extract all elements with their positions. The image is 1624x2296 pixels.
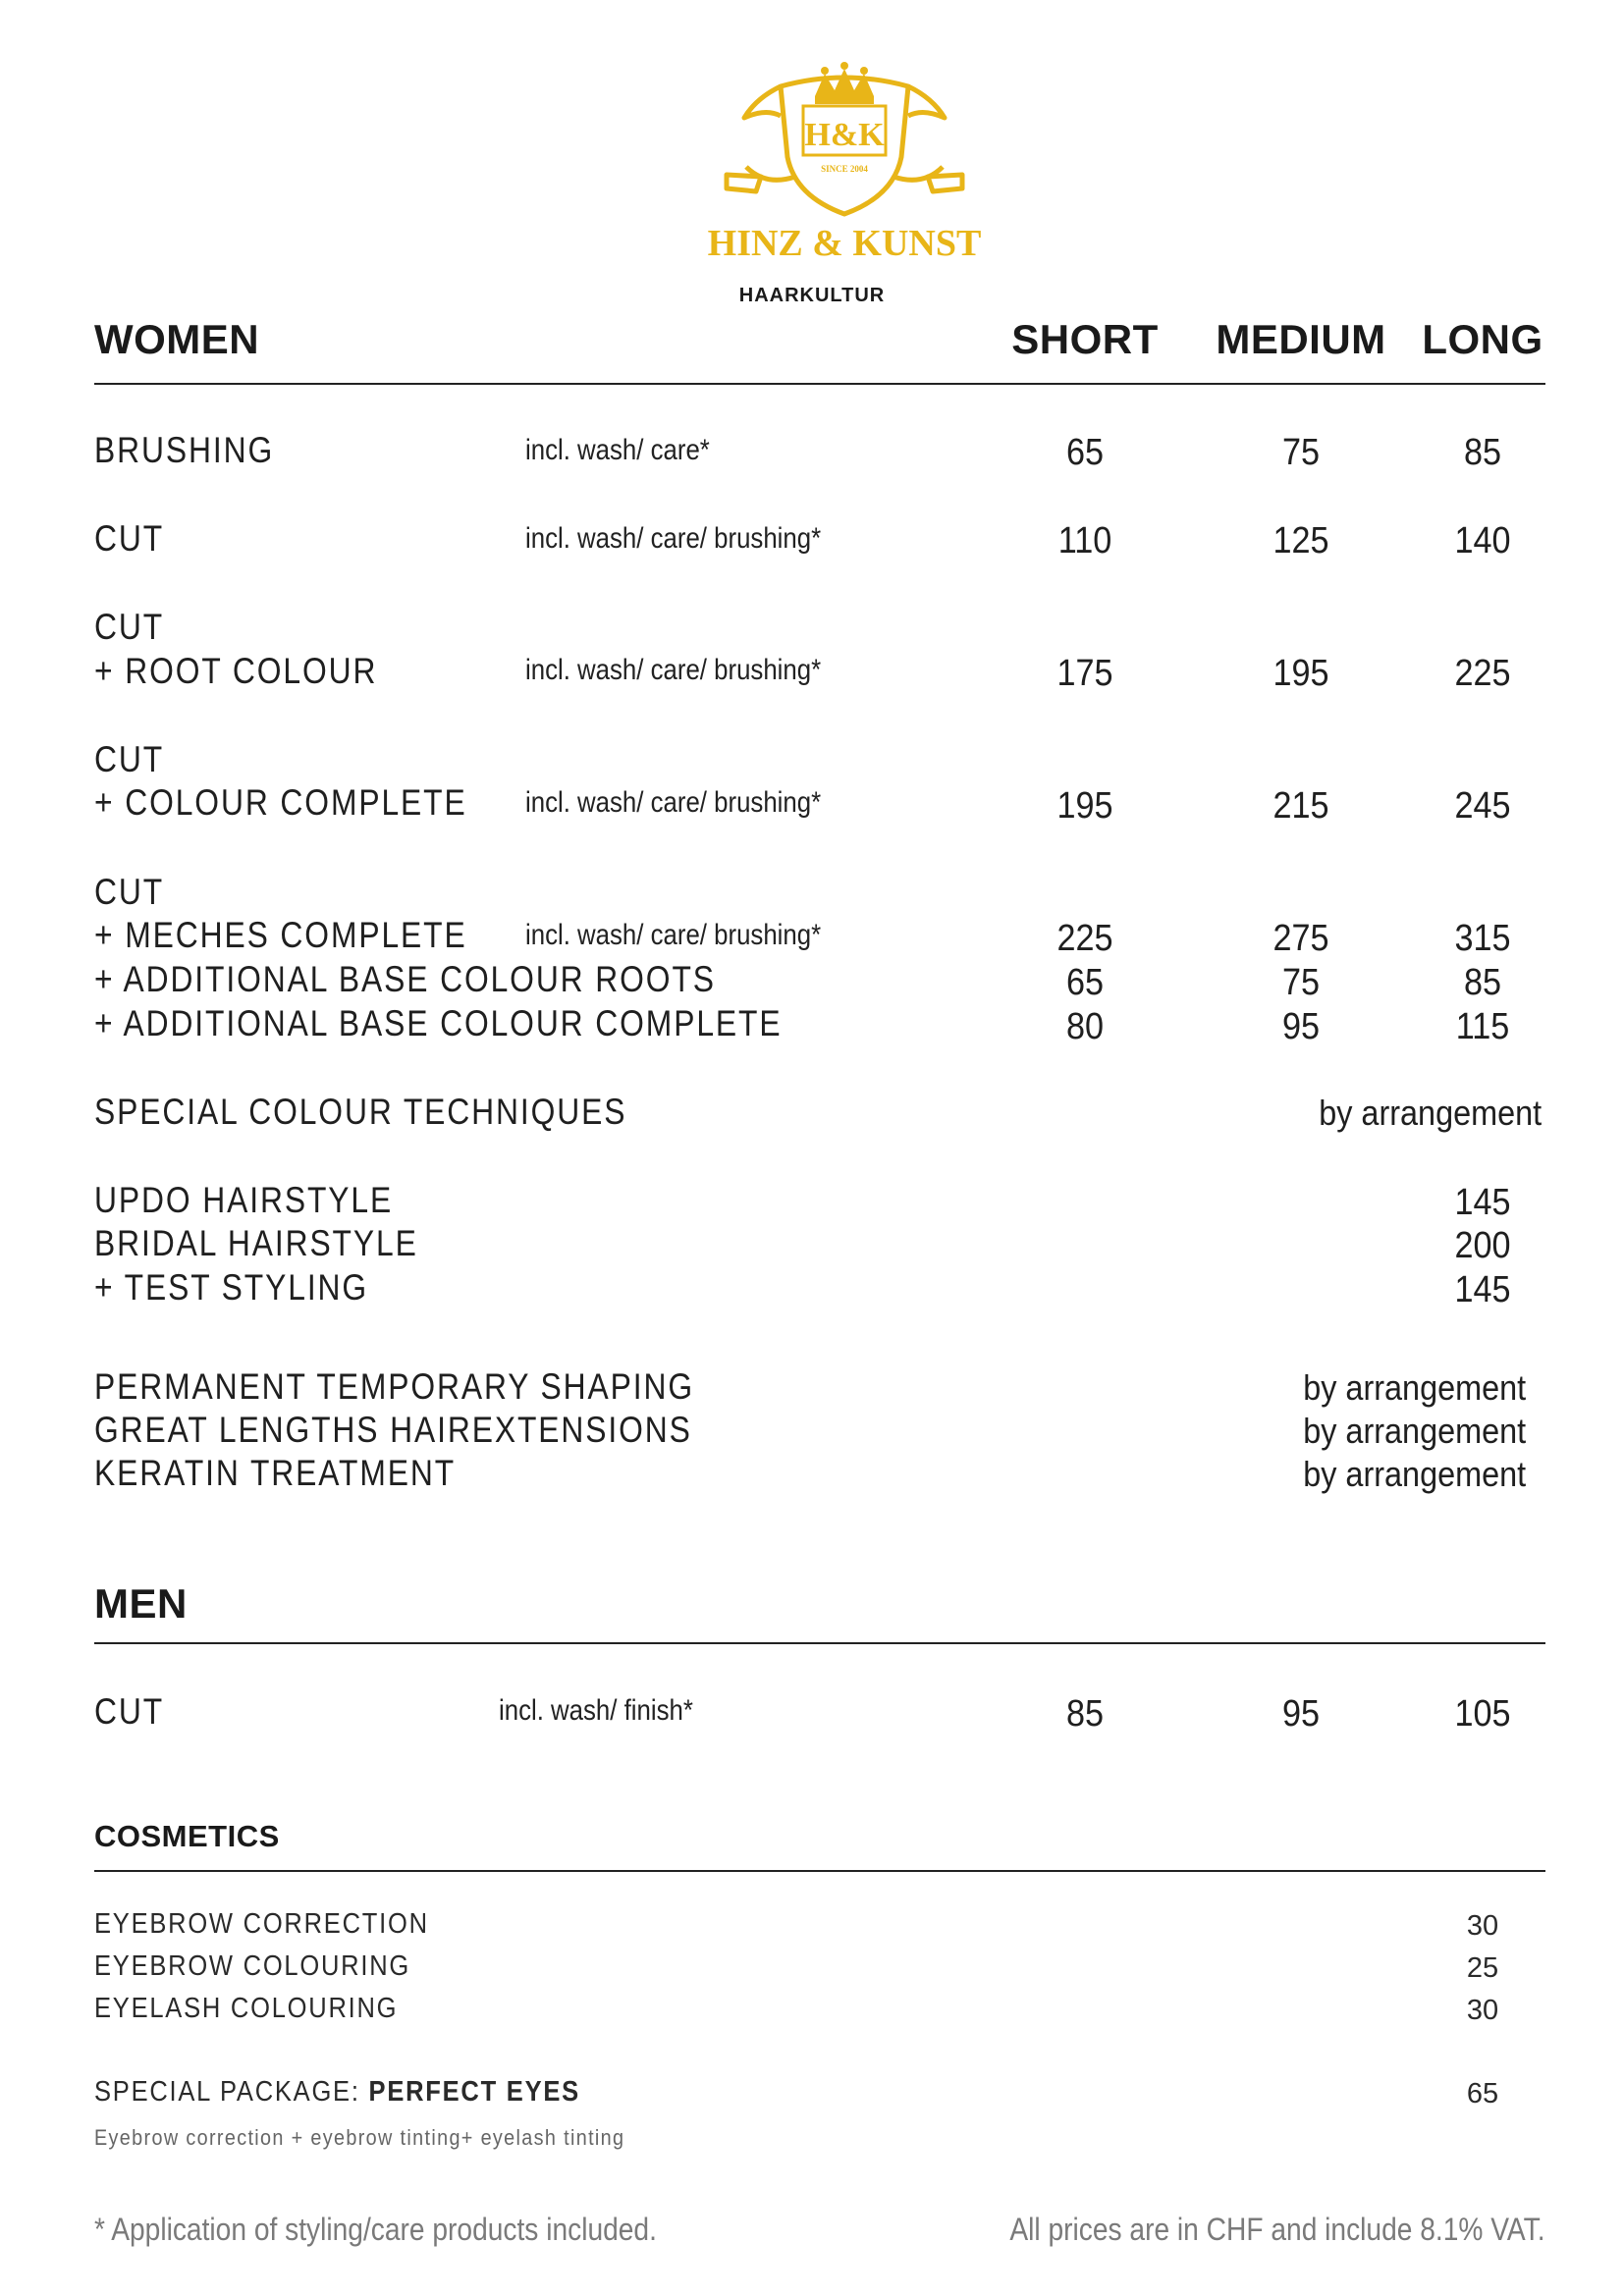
styling-label: + TEST STYLING [94, 1267, 369, 1308]
special-colour-value: by arrangement [1319, 1093, 1542, 1133]
cosmetic-item-price: 30 [1466, 1910, 1499, 1942]
price-medium: 75 [1281, 432, 1321, 473]
price-long: 85 [1463, 962, 1502, 1003]
styling-label: UPDO HAIRSTYLE [94, 1180, 394, 1220]
price-long: 245 [1454, 785, 1511, 827]
price-short: 85 [1065, 1693, 1105, 1735]
cosmetics-heading: COSMETICS [94, 1819, 280, 1853]
arrangement-value: by arrangement [1303, 1367, 1526, 1408]
arrangement-value: by arrangement [1303, 1411, 1526, 1451]
service-note: incl. wash/ care/ brushing* [525, 919, 822, 951]
cosmetic-item-price: 25 [1466, 1952, 1499, 1984]
service-label: CUT [94, 872, 165, 912]
footer-vat-note: All prices are in CHF and include 8.1% VAT. [1009, 2212, 1545, 2247]
price-long: 225 [1454, 653, 1511, 694]
price-short: 225 [1056, 918, 1113, 959]
logo-since: SINCE 2004 [821, 164, 868, 174]
service-addon-label: + COLOUR COMPLETE [94, 782, 467, 823]
price-medium: 95 [1281, 1006, 1321, 1047]
styling-price: 200 [1454, 1225, 1511, 1266]
column-long: LONG [1422, 316, 1543, 362]
logo-monogram: H&K [804, 117, 885, 153]
service-note: incl. wash/ finish* [499, 1694, 693, 1727]
package-prefix: SPECIAL PACKAGE: [94, 2076, 369, 2108]
cosmetics-divider [94, 1870, 1545, 1872]
service-addon-label: + ROOT COLOUR [94, 651, 378, 691]
price-long: 105 [1454, 1693, 1511, 1735]
brand-logo [687, 39, 1001, 265]
service-addon-label: + ADDITIONAL BASE COLOUR ROOTS [94, 959, 716, 999]
package-name: PERFECT EYES [368, 2076, 580, 2108]
price-short: 65 [1065, 962, 1105, 1003]
price-medium: 215 [1272, 785, 1329, 827]
crest-icon [687, 39, 1001, 265]
styling-label: BRIDAL HAIRSTYLE [94, 1223, 418, 1263]
price-short: 195 [1056, 785, 1113, 827]
service-note: incl. wash/ care/ brushing* [525, 522, 822, 555]
price-short: 175 [1056, 653, 1113, 694]
price-long: 315 [1454, 918, 1511, 959]
price-short: 65 [1065, 432, 1105, 473]
column-medium: MEDIUM [1216, 316, 1386, 362]
price-medium: 95 [1281, 1693, 1321, 1735]
women-divider [94, 383, 1545, 385]
service-label: CUT [94, 1691, 165, 1732]
service-addon-label: + MECHES COMPLETE [94, 915, 467, 955]
price-short: 80 [1065, 1006, 1105, 1047]
service-label: CUT [94, 739, 165, 779]
service-note: incl. wash/ care/ brushing* [525, 786, 822, 819]
price-long: 140 [1454, 520, 1511, 561]
package-price: 65 [1466, 2078, 1499, 2109]
arrangement-label: GREAT LENGTHS HAIREXTENSIONS [94, 1410, 692, 1450]
styling-price: 145 [1454, 1269, 1511, 1310]
cosmetic-item-label: EYELASH COLOURING [94, 1993, 399, 2024]
styling-price: 145 [1454, 1182, 1511, 1223]
arrangement-value: by arrangement [1303, 1454, 1526, 1494]
service-label: BRUSHING [94, 430, 275, 470]
cosmetic-item-label: EYEBROW COLOURING [94, 1950, 411, 1982]
men-divider [94, 1642, 1545, 1644]
brand-subtitle: HAARKULTUR [738, 285, 886, 306]
price-long: 85 [1463, 432, 1502, 473]
women-heading: WOMEN [94, 316, 260, 362]
cosmetic-item-label: EYEBROW CORRECTION [94, 1908, 429, 1940]
logo-brand-name: HINZ & KUNST [707, 223, 982, 264]
service-addon-label: + ADDITIONAL BASE COLOUR COMPLETE [94, 1003, 783, 1043]
special-package-label [94, 2076, 580, 2109]
special-colour-label: SPECIAL COLOUR TECHNIQUES [94, 1092, 627, 1132]
arrangement-label: KERATIN TREATMENT [94, 1453, 457, 1493]
service-label: CUT [94, 607, 165, 647]
price-medium: 125 [1272, 520, 1329, 561]
service-note: incl. wash/ care* [525, 434, 710, 466]
men-heading: MEN [94, 1580, 188, 1627]
price-medium: 275 [1272, 918, 1329, 959]
price-medium: 195 [1272, 653, 1329, 694]
price-medium: 75 [1281, 962, 1321, 1003]
package-description: Eyebrow correction + eyebrow tinting+ eyelash tinting [94, 2125, 625, 2150]
column-short: SHORT [1011, 316, 1159, 362]
service-label: CUT [94, 518, 165, 559]
cosmetic-item-price: 30 [1466, 1995, 1499, 2026]
footer-note: * Application of styling/care products included. [94, 2212, 657, 2247]
service-note: incl. wash/ care/ brushing* [525, 654, 822, 686]
price-long: 115 [1455, 1006, 1510, 1047]
arrangement-label: PERMANENT TEMPORARY SHAPING [94, 1366, 695, 1407]
price-short: 110 [1057, 520, 1112, 561]
